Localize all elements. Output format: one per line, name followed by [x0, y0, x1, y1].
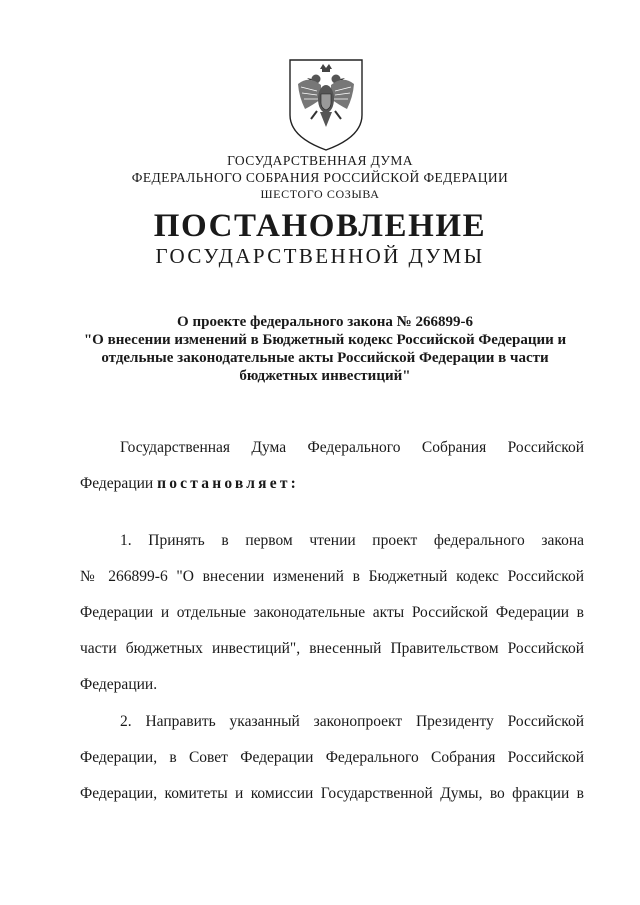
item-line: 2. Направить указанный законопроект Президенту Российской — [120, 713, 584, 730]
item-line: 1. Принять в первом чтении проект федерального закона — [120, 532, 584, 549]
preamble-line: Федерации постановляет: — [80, 475, 299, 492]
item-line: № 266899-6 "О внесении изменений в Бюджетный кодекс Российской — [80, 568, 584, 585]
item-line: Федерации, комитеты и комиссии Государственной Думы, во фракции в — [80, 785, 584, 802]
header-line-duma: ГОСУДАРСТВЕННАЯ ДУМА — [227, 153, 413, 168]
header-line-assembly: ФЕДЕРАЛЬНОГО СОБРАНИЯ РОССИЙСКОЙ ФЕДЕРАЦИИ — [131, 170, 509, 185]
subject-line: отдельные законодательные акты Российской Федерации в части — [101, 350, 549, 366]
header-line-convocation: ШЕСТОГО СОЗЫВА — [260, 187, 380, 201]
item-1-paragraph — [80, 523, 584, 703]
item-line: Федерации и отдельные законодательные акты Российской Федерации в — [80, 604, 584, 621]
document-title: ПОСТАНОВЛЕНИЕ — [153, 208, 487, 244]
item-2-paragraph — [80, 704, 584, 812]
issuer-header — [0, 152, 640, 203]
item-line: Федерации. — [80, 676, 158, 693]
document-subject — [60, 313, 590, 385]
subject-line: "О внесении изменений в Бюджетный кодекс Российской Федерации и — [83, 332, 567, 348]
resolves-word: постановляет: — [157, 475, 299, 492]
coat-of-arms-emblem — [287, 57, 365, 153]
item-line: части бюджетных инвестиций", внесенный Правительством Российской — [80, 640, 584, 657]
preamble-line: Государственная Дума Федерального Собрания Российской — [120, 439, 584, 456]
document-subtitle: ГОСУДАРСТВЕННОЙ ДУМЫ — [155, 244, 485, 268]
subject-line: О проекте федерального закона № 266899-6 — [177, 314, 473, 330]
subject-line: бюджетных инвестиций" — [239, 368, 411, 384]
item-line: Федерации, в Совет Федерации Федерального Собрания Российской — [80, 749, 584, 766]
preamble-paragraph — [80, 430, 584, 502]
